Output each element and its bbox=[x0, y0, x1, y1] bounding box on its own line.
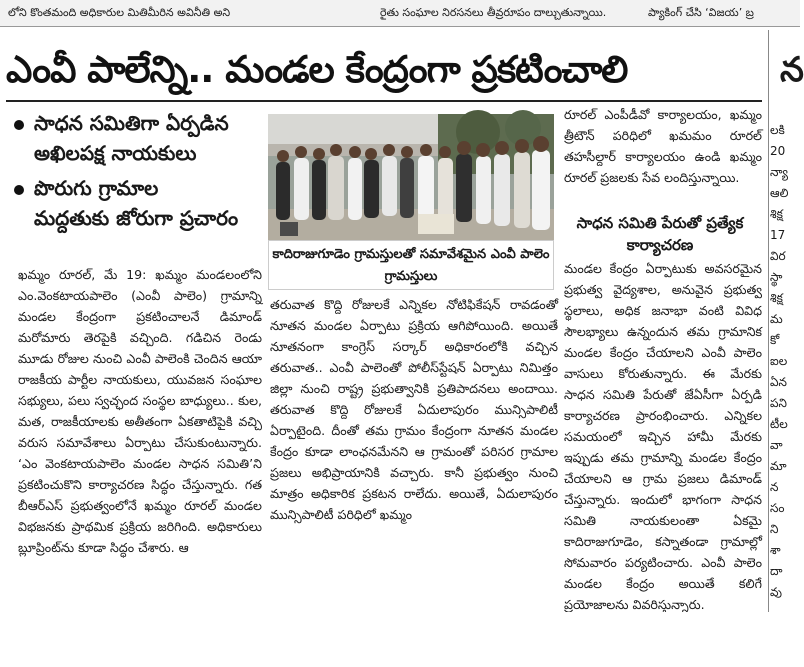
article-column-3-top bbox=[564, 104, 762, 188]
highlight-bullets bbox=[14, 108, 262, 238]
adjacent-article-line: ఏన bbox=[770, 375, 787, 389]
adjacent-article-line: శిక్ష bbox=[770, 207, 783, 221]
column-1-text: ఖమ్మం రూరల్, మే 19: ఖమ్మం మండలంలోని ఎం.వెంకటాయపాలెం (ఎంవీ పాలెం) గ్రామాన్ని మండల కేంద్రంగా ప్రకటించాలనే డిమాండ్ మరోమారు తెరపైకి వచ్చింది. గడిచిన రెండు మూడు రోజుల నుంచి ఎంవీ పాలెంకి చెందిన ఆయా రాజకీయ పార్టీల నాయకులు, యువజన సంఘాల సభ్యులు, పలు స్వచ్ఛంద సంస్థల బాధ్యులు.. కుల, మత, రాజకీయాలకు అతీతంగా ఏకతాటిపైకి వచ్చి వరుస సమావేశాలు ఏర్పాటు చేసుకుంటున్నారు. ‘ఎం వెంకటాయపాలెం మండల సాధన సమితి’ని ప్రకటించుకొని కార్యాచరణ సిద్ధం చేస్తున్నారు. గత బీఆర్ఎస్ ప్రభుత్వంలోనే ఖమ్మం రూరల్ మండల విభజనకు ప్రాథమిక ప్రక్రియ జరిగింది. అధికారులు బ్లూప్రింట్‌ను కూడా సిద్ధం చేశారు. ఆ bbox=[18, 267, 262, 555]
adjacent-article-line: న్యా bbox=[770, 165, 788, 179]
news-photo bbox=[268, 114, 554, 240]
article-column-3-bottom bbox=[564, 258, 762, 615]
adjacent-article-line: 20 bbox=[770, 144, 786, 158]
adjacent-article-line: ఐల bbox=[770, 354, 788, 368]
adjacent-article-line: ని bbox=[770, 522, 779, 536]
adjacent-article-line: మ bbox=[770, 312, 783, 326]
bullet-dot-icon bbox=[14, 185, 24, 195]
bottom-margin bbox=[0, 612, 800, 667]
article-column-1 bbox=[18, 264, 262, 558]
right-headline: న bbox=[780, 50, 804, 90]
headline: ఎంవీ పాలేన్ని.. మండల కేంద్రంగా ప్రకటించాలి bbox=[6, 48, 628, 91]
column-3-subhead: సాధన సమితి పేరుతో ప్రత్యేక కార్యాచరణ bbox=[576, 214, 744, 254]
column-3-top-text: రూరల్ ఎంపీడీవో కార్యాలయం, ఖమ్మం త్రీటౌన్ పరిధిలో ఖమమం రూరల్ తహసీల్దార్ కార్యాలయం ఉండి ఖమ్మం రూరల్ ప్రజలకు సేవ లందిస్తున్నాయి. bbox=[564, 107, 762, 185]
adjacent-article-line: శిక్ష bbox=[770, 291, 783, 305]
adjacent-article-line: న bbox=[770, 480, 779, 494]
adjacent-article-line: వా bbox=[770, 438, 783, 452]
bullet-item: పొరుగు గ్రామాల మద్దతుకు జోరుగా ప్రచారం bbox=[14, 173, 262, 233]
column-3-bottom-text: మండల కేంద్రం ఏర్పాటుకు అవసరమైన ప్రభుత్వ వైద్యశాల, అనువైన ప్రభుత్వ స్థలాలు, అధిక జనాభా వంటి వివిధ సౌలభ్యాలు ఉన్నందున తమ గ్రామానిక మండల కేంద్రం చేయాలని ఎంవీ పాలెం వాసులు కోరుతున్నారు. ఈ మేరకు సాధన సమితి పేరుతో జేఏసీగా ఏర్పడి కార్యాచరణ ప్రారంభించారు. ఎన్నికల సమయంలో ఇచ్చిన హామీ మేరకు ఇప్పుడు తమ గ్రామాన్ని మండల కేంద్రం చేయాలని ఆ గ్రామ ప్రజలు డిమాండ్ చేస్తున్నారు. ఇందులో భాగంగా సాధన సమితి నాయకులంతా ఏకమై కాదిరాజుగూడెం, కస్నాతండా గ్రామాల్లో సోమవారం పర్యటించారు. ఎంవీ పాలెం మండల కేంద్రం అయితే కలిగే ప్రయోజాలను వివరిస్తున్నారు. bbox=[564, 261, 762, 612]
group-photo-image bbox=[268, 114, 554, 240]
adjacent-article-line: ఆలి bbox=[770, 186, 789, 200]
adjacent-article-line: స్థా bbox=[770, 270, 783, 284]
adjacent-article-line: 17 bbox=[770, 228, 786, 242]
bullet-item: సాధన సమితిగా ఏర్పడిన అఖిలపక్ష నాయకులు bbox=[14, 108, 262, 168]
adjacent-article-line: విర bbox=[770, 249, 786, 263]
photo-caption: కాదిరాజుగూడెం గ్రామస్తులతో సమావేశమైన ఎంవీ పాలెం గ్రామస్తులు bbox=[268, 240, 554, 290]
headline-rule bbox=[6, 100, 762, 102]
adjacent-article-line: పని bbox=[770, 396, 787, 410]
right-column-divider bbox=[768, 30, 769, 612]
bullet-dot-icon bbox=[14, 120, 24, 130]
adjacent-article-line: కో bbox=[770, 333, 780, 347]
adjacent-article-line: వు bbox=[770, 585, 782, 599]
adjacent-article-line: టీల bbox=[770, 417, 788, 431]
top-strip bbox=[0, 0, 800, 27]
adjacent-article-line: లకి bbox=[770, 123, 785, 137]
adjacent-article-line: మా bbox=[770, 459, 787, 473]
adjacent-article-line: దా bbox=[770, 564, 783, 578]
column-2-text: తరువాత కొద్ది రోజులకే ఎన్నికల నోటిఫికేషన్ రావడంతో నూతన మండల ఏర్పాటు ప్రక్రియ ఆగిపోయింది. అయితే నూతనంగా కాంగ్రెస్ సర్కార్ అధికారంలోకి వచ్చిన తరువాత.. ఎంవీ పాలెంతో పోలీస్‌స్టేషన్ ఏర్పాటు నిమిత్తం జిల్లా నుంచి రాష్ట్ర ప్రభుత్వానికి ప్రతిపాదనలు అందాయి. తరువాత కొద్ది రోజులకే ఏదులాపురం మున్సిపాలిటీ ఏర్పాటైంది. దీంతో తమ గ్రామం కేంద్రంగా నూతన మండల కేంద్రం కూడా లాంఛనమేనని ఆ గ్రామంతో పరిసర గ్రామాల ప్రజలు అభిప్రాయానికి వచ్చారు. కానీ ప్రభుత్వం నుంచి మాత్రం అధికారిక ప్రకటన రాలేదు. అయితే, ఏదులాపురం మున్సిపాలిటీ పరిధిలో ఖమ్మం bbox=[270, 297, 558, 522]
top-strip-middle: రైతు సంఘాల నిరసనలు తీవ్రరూపం దాల్చుతున్నాయి. bbox=[380, 6, 607, 19]
top-strip-right: ప్యాకింగ్ చేసి ‘విజయ’ బ్ర bbox=[648, 6, 754, 19]
adjacent-article-line: శా bbox=[770, 543, 781, 557]
adjacent-article-line: సం bbox=[770, 501, 785, 515]
adjacent-article-fragment bbox=[770, 120, 800, 603]
top-strip-left: లోని కొంతమంది అధికారుల మితిమీరిన అవినీతి అని bbox=[8, 6, 231, 19]
article-column-2 bbox=[270, 294, 558, 525]
